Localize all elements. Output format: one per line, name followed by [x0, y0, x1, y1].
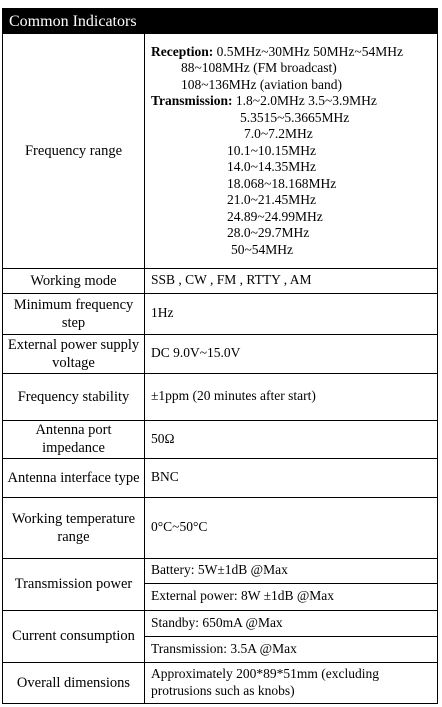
transmission-band: 10.1~10.15MHz	[227, 142, 317, 158]
table-row	[3, 334, 437, 373]
table-row	[3, 268, 437, 293]
antenna-impedance-value: 50Ω	[145, 420, 438, 458]
frequency-step-value: 1Hz	[145, 293, 438, 334]
temperature-range-value: 0°C~50°C	[145, 497, 438, 558]
working-mode-value: SSB , CW , FM , RTTY , AM	[145, 268, 438, 293]
transmission-band: 24.89~24.99MHz	[227, 208, 323, 224]
transmission-current-value: Transmission: 3.5A @Max	[145, 636, 438, 662]
antenna-interface-label: Antenna interface type	[3, 458, 145, 497]
reception-band: 88~108MHz (FM broadcast)	[181, 60, 337, 75]
current-consumption-label: Current consumption	[3, 610, 145, 662]
supply-voltage-label: External power supply voltage	[3, 334, 145, 373]
transmission-band: 5.3515~5.3665MHz	[240, 109, 350, 125]
table-row	[3, 458, 437, 497]
transmission-power-label: Transmission power	[3, 558, 145, 610]
table-row	[3, 373, 437, 420]
spec-sheet	[2, 8, 438, 704]
antenna-impedance-label: Antenna port impedance	[3, 420, 145, 458]
transmission-heading: Transmission:	[151, 93, 233, 108]
transmission-band: 21.0~21.45MHz	[227, 192, 317, 207]
transmission-band: 14.0~14.35MHz	[227, 159, 317, 174]
dimensions-value: Approximately 200*89*51mm (excluding protrusions such as knobs)	[145, 662, 438, 703]
reception-heading: Reception:	[151, 43, 214, 59]
spec-table	[3, 34, 437, 703]
external-power-value: External power: 8W ±1dB @Max	[145, 583, 438, 610]
table-row	[3, 420, 437, 458]
transmission-band: 1.8~2.0MHz 3.5~3.9MHz	[235, 93, 377, 108]
frequency-stability-value: ±1ppm (20 minutes after start)	[145, 373, 438, 420]
standby-current-value: Standby: 650mA @Max	[145, 610, 438, 636]
temperature-range-label: Working temperature range	[3, 497, 145, 558]
table-row	[3, 34, 437, 268]
reception-band: 0.5MHz~30MHz 50MHz~54MHz	[216, 43, 403, 59]
working-mode-label: Working mode	[3, 268, 145, 293]
table-row	[3, 662, 437, 703]
transmission-band: 28.0~29.7MHz	[227, 225, 310, 240]
reception-band: 108~136MHz (aviation band)	[181, 76, 343, 92]
sheet-title: Common Indicators	[3, 9, 437, 34]
dimensions-label: Overall dimensions	[3, 662, 145, 703]
frequency-range-label: Frequency range	[3, 34, 145, 268]
supply-voltage-value: DC 9.0V~15.0V	[145, 334, 438, 373]
transmission-band: 50~54MHz	[231, 241, 294, 257]
antenna-interface-value: BNC	[145, 458, 438, 497]
battery-power-value: Battery: 5W±1dB @Max	[145, 558, 438, 583]
transmission-band: 18.068~18.168MHz	[227, 175, 337, 191]
frequency-step-label: Minimum frequency step	[3, 293, 145, 334]
transmission-band: 7.0~7.2MHz	[244, 126, 313, 141]
table-row	[3, 293, 437, 334]
table-row	[3, 558, 437, 583]
table-row	[3, 497, 437, 558]
table-row	[3, 610, 437, 636]
frequency-range-value	[145, 34, 438, 268]
frequency-stability-label: Frequency stability	[3, 373, 145, 420]
